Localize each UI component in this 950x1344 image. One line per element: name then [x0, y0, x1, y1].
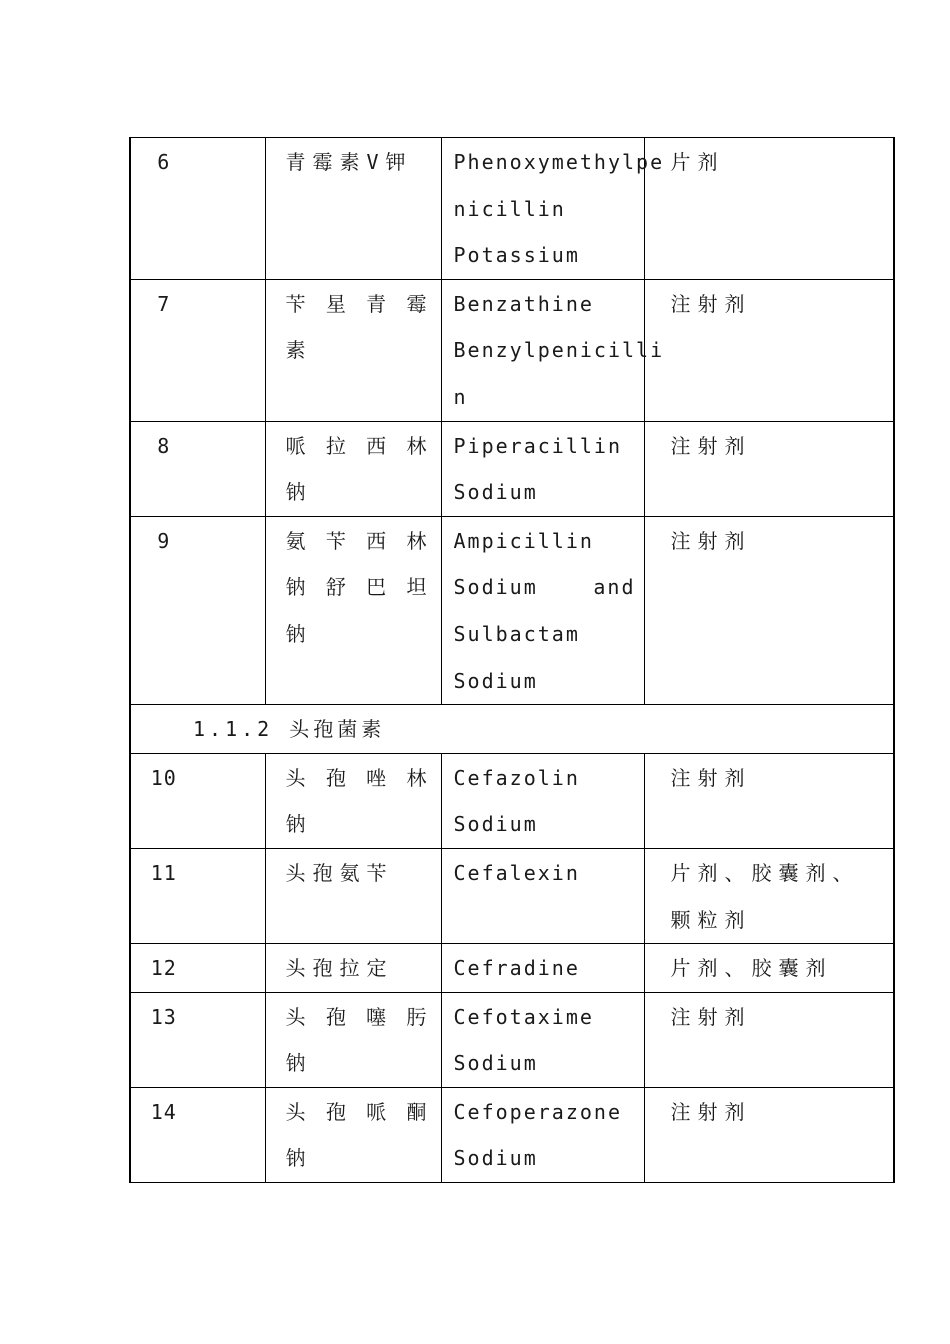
drug-name-cn-char: 拉 [325, 433, 346, 458]
dosage-form: 注射剂 [644, 753, 894, 848]
drug-name-en-word: and [593, 575, 636, 600]
drug-name-en-line: Ampicillin [453, 528, 594, 553]
drug-name-en-line: Sodium [453, 1051, 538, 1076]
drug-name-cn [265, 138, 441, 280]
dosage-form: 片剂、胶囊剂、颗粒剂 [644, 848, 894, 943]
drug-name-en [441, 516, 644, 704]
drug-name-cn-line [286, 469, 427, 516]
drug-name-cn-line [286, 327, 427, 374]
drug-name-cn-char: 钠 [285, 1051, 306, 1076]
drug-name-cn-char: 钠 [285, 480, 306, 505]
drug-name-cn [265, 753, 441, 848]
drug-name-en [441, 992, 644, 1087]
table-row [130, 421, 894, 516]
drug-name-cn-line: 头孢拉定 [285, 956, 394, 981]
row-number: 6 [130, 138, 265, 280]
drug-name-cn-char: 星 [325, 291, 346, 316]
table-row [130, 753, 894, 848]
drug-name-cn-line: 头孢氨苄 [285, 860, 394, 885]
drug-name-cn-line [286, 755, 427, 802]
drug-name-en [441, 944, 644, 993]
drug-name-en [441, 848, 644, 943]
drug-name-cn-line [286, 611, 427, 658]
dosage-form: 注射剂 [644, 421, 894, 516]
drug-name-cn-char: 西 [366, 528, 387, 553]
drug-name-cn-char: 头 [285, 765, 306, 790]
drug-name-cn-char: 林 [406, 433, 427, 458]
drug-name-cn-char: 林 [406, 528, 427, 553]
dosage-form: 片剂 [644, 138, 894, 280]
row-number: 11 [130, 848, 265, 943]
drug-name-cn-char: 西 [366, 433, 387, 458]
drug-name-cn-line [286, 423, 427, 470]
drug-name-cn-char: 哌 [285, 433, 306, 458]
table-row [130, 1087, 894, 1182]
drug-name-en-line: Cefotaxime [453, 1004, 594, 1029]
drug-name-en-line: Sulbactam [453, 621, 580, 646]
drug-name-en-line: Potassium [453, 243, 580, 268]
row-number: 8 [130, 421, 265, 516]
drug-name-cn-char: 唑 [366, 765, 387, 790]
drug-name-cn-char: 头 [285, 1004, 306, 1029]
drug-name-cn-line [286, 1089, 427, 1136]
dosage-form: 注射剂 [644, 279, 894, 421]
table-body-before-section [130, 138, 894, 705]
table-row [130, 138, 894, 280]
drug-name-cn-char: 噻 [366, 1004, 387, 1029]
table-body-after-section [130, 753, 894, 1182]
drug-name-cn [265, 1087, 441, 1182]
drug-name-cn-char: 钠 [285, 575, 306, 600]
drug-name-cn [265, 279, 441, 421]
drug-name-en-word: Sodium [453, 575, 538, 600]
drug-catalog-table [129, 137, 895, 1183]
drug-name-en-line: Cefazolin [453, 765, 580, 790]
drug-name-en-line: Benzathine [453, 291, 594, 316]
drug-name-cn-line [286, 1135, 427, 1182]
dosage-form: 注射剂 [644, 1087, 894, 1182]
drug-name-en-line: Piperacillin [453, 433, 622, 458]
table-row [130, 279, 894, 421]
section-heading-row [130, 705, 894, 754]
dosage-form: 片剂、胶囊剂 [644, 944, 894, 993]
drug-name-en [441, 138, 665, 280]
drug-name-en [441, 279, 665, 421]
drug-name-en [441, 753, 644, 848]
drug-name-en-line: nicillin [453, 196, 566, 221]
table-row [130, 944, 894, 993]
drug-name-cn [265, 421, 441, 516]
drug-name-en-line: Sodium [453, 812, 538, 837]
drug-name-en-line: Sodium [453, 1146, 538, 1171]
dosage-form: 注射剂 [644, 516, 894, 704]
row-number: 10 [130, 753, 265, 848]
section-heading-group [130, 705, 894, 754]
row-number: 13 [130, 992, 265, 1087]
drug-name-cn-char: 青 [366, 291, 387, 316]
drug-name-en-line: Phenoxymethylpe [453, 150, 665, 174]
drug-name-cn-char: 头 [285, 1099, 306, 1124]
drug-name-cn-char: 巴 [366, 575, 387, 600]
table-row [130, 992, 894, 1087]
row-number: 14 [130, 1087, 265, 1182]
row-number: 7 [130, 279, 265, 421]
drug-name-cn-char: 钠 [285, 812, 306, 837]
drug-name-cn-char: 孢 [325, 1099, 346, 1124]
drug-name-en-line: Benzylpenicilli [453, 338, 665, 363]
drug-name-cn-line [286, 281, 427, 328]
drug-name-cn-char: 哌 [366, 1099, 387, 1124]
drug-name-cn-line [286, 994, 427, 1041]
row-number: 12 [130, 944, 265, 993]
drug-name-en-line: Sodium [453, 480, 538, 505]
drug-name-en-line: Cefalexin [453, 860, 580, 885]
drug-name-en [441, 421, 644, 516]
drug-name-cn-char: 孢 [325, 765, 346, 790]
drug-name-cn [265, 848, 441, 943]
drug-name-en-line: Cefoperazone [453, 1099, 622, 1124]
drug-name-cn-line [286, 518, 427, 565]
drug-name-cn-char: 酮 [406, 1099, 427, 1124]
table-row [130, 516, 894, 704]
drug-name-cn [265, 516, 441, 704]
drug-name-en-line: Sodium [453, 668, 538, 693]
section-heading: 1.1.2 头孢菌素 [130, 705, 894, 754]
drug-name-cn-char: 苄 [285, 291, 306, 316]
drug-name-cn-char: 孢 [325, 1004, 346, 1029]
dosage-form: 注射剂 [644, 992, 894, 1087]
drug-name-cn-char: 舒 [325, 575, 346, 600]
drug-name-cn-char: 素 [285, 338, 306, 363]
drug-name-en-line: n [453, 384, 468, 409]
drug-name-cn [265, 992, 441, 1087]
drug-name-cn-line [286, 1040, 427, 1087]
drug-name-cn [265, 944, 441, 993]
drug-name-en-line: Cefradine [453, 956, 580, 981]
drug-name-cn-char: 坦 [406, 575, 427, 600]
drug-name-cn-char: 钠 [285, 621, 306, 646]
drug-name-cn-line: 青霉素V钾 [285, 150, 413, 174]
row-number: 9 [130, 516, 265, 704]
drug-name-cn-char: 氨 [285, 528, 306, 553]
drug-name-cn-char: 钠 [285, 1146, 306, 1171]
drug-name-cn-line [286, 564, 427, 611]
drug-name-cn-line [286, 801, 427, 848]
table-row [130, 848, 894, 943]
drug-name-en [441, 1087, 644, 1182]
drug-name-cn-char: 林 [406, 765, 427, 790]
drug-name-cn-char: 苄 [325, 528, 346, 553]
drug-name-cn-char: 霉 [406, 291, 427, 316]
drug-name-cn-char: 肟 [406, 1004, 427, 1029]
drug-name-en-line [454, 564, 636, 611]
